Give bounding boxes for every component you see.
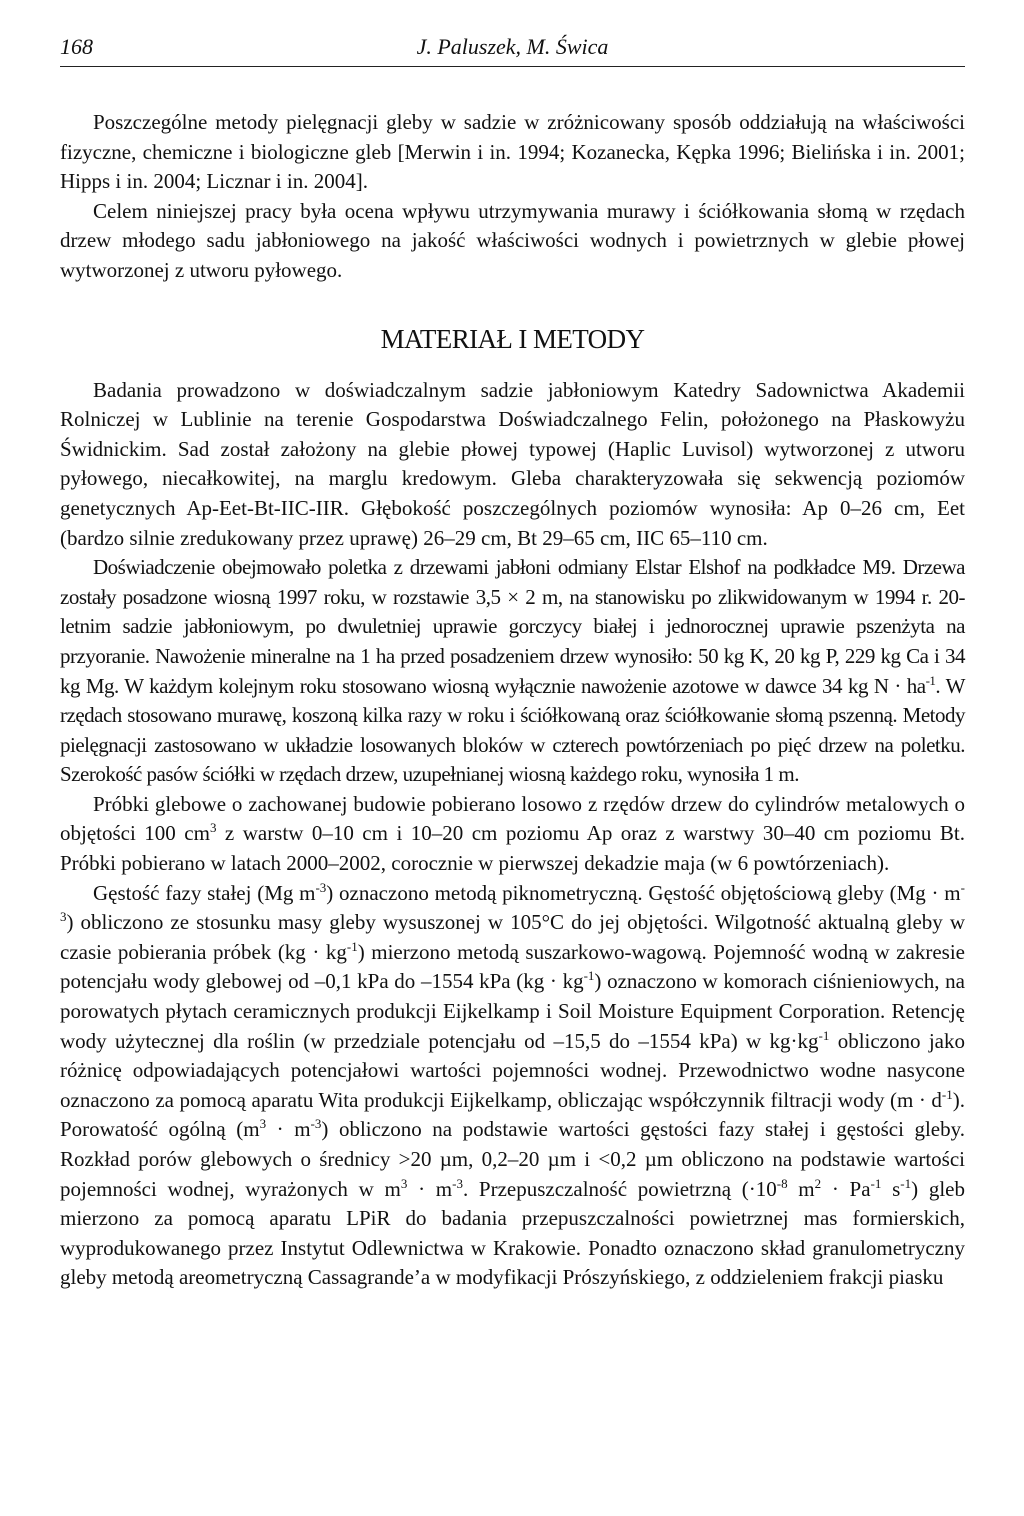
text-run: · Pa [821, 1176, 871, 1201]
section-heading: MATERIAŁ I METODY [380, 323, 645, 354]
superscript: -3 [310, 1116, 322, 1132]
page-header [60, 30, 965, 67]
sampling-paragraph [60, 790, 965, 879]
text-run: ) obliczono ze stosunku masy gleby wysuszonej w 105°C do jej objętości. Wilgotność aktualną gleby w czasie pobierania próbek (kg · kg [60, 910, 965, 964]
intro-paragraph: Poszczególne metody pielęgnacji gleby w sadzie w zróżnicowany sposób oddziałują na właściwości fizyczne, chemiczne i biologiczne gleb [Merwin i in. 1994; Kozanecka, Kępka 1996; Bielińska i in. 2001; Hipps i in. 2004; Licznar i in. 2004]. [60, 110, 965, 194]
superscript: -1 [941, 1086, 953, 1102]
superscript: -1 [818, 1027, 830, 1043]
text-run: ) mierzono metodą suszarkowo-wagową. Pojemność wodną w zakresie potencjału wody glebowej od –0,1 kPa do –1554 kPa (kg · kg [60, 939, 965, 994]
text-run: Gęstość fazy stałej (Mg m [93, 880, 316, 905]
text-run: . Przepuszczalność powietrzną (·10 [462, 1176, 777, 1201]
page-number: 168 [60, 34, 93, 59]
superscript: -1 [583, 968, 595, 984]
superscript: 3 [209, 820, 217, 836]
text-run: · m [407, 1176, 453, 1201]
text-run: ) oznaczono metodą piknometryczną. Gęstość objętościową gleby (Mg · m [326, 880, 961, 905]
superscript: -1 [900, 1175, 912, 1191]
experiment-paragraph [60, 553, 965, 790]
text-run: obliczono jako różnicę odpowiadających potencjałowi wartości pojemności wodnej. Przewodnictwo wodne nasycone oznaczono za pomocą aparatu Wita produkcji Eijkelkamp, obliczając współczynnik filtracji wody (m · d [60, 1028, 965, 1112]
article-body [60, 108, 965, 1293]
superscript: 3 [400, 1175, 408, 1191]
superscript: -3 [315, 879, 327, 895]
methods-paragraph [60, 879, 965, 1293]
superscript: -1 [346, 938, 358, 954]
text-run: Próbki glebowe o zachowanej budowie pobierano losowo z rzędów drzew do cylindrów metalowych o objętości 100 cm [60, 791, 965, 846]
text-run: ) obliczono na podstawie wartości gęstości fazy stałej i gęstości gleby. Rozkład porów glebowych o średnicy >20 µm, 0,2–20 µm i <0,2 µm obliczono na podstawie wartości pojemności wodnej, wyrażonych w m [60, 1117, 966, 1201]
superscript: -1 [925, 672, 936, 688]
running-head: J. Paluszek, M. Świca [416, 34, 609, 59]
text-run: Doświadczenie obejmowało poletka z drzewami jabłoni odmiany Elstar Elshof na podkładce M9. Drzewa zostały posadzone wiosną 1997 roku, w rozstawie 3,5 × 2 m, na stanowisku po zlikwidowanym w 1994 r. 20-letnim sadzie jabłoniowym, po dwuletniej uprawie gorczycy białej i jednorocznej uprawie pszenżyta na przyoranie. Nawożenie mineralne na 1 ha przed posadzeniem drzew wynosiło: 50 kg K, 20 kg P, 229 kg Ca i 34 kg Mg. W każdym kolejnym roku stosowano wiosną wyłącznie nawożenie azotowe w dawce 34 kg N · ha [60, 555, 965, 698]
superscript: -8 [776, 1175, 788, 1191]
text-run: ). Porowatość ogólną (m [60, 1087, 965, 1142]
text-run: · m [266, 1117, 311, 1142]
superscript: 2 [814, 1175, 822, 1191]
aim-paragraph: Celem niniejszej pracy była ocena wpływu utrzymywania murawy i ściółkowania słomą w rzędach drzew młodego sadu jabłoniowego na jakość właściwości wodnych i powietrznych w glebie płowej wytworzonej z utworu pyłowego. [60, 198, 965, 282]
site-paragraph: Badania prowadzono w doświadczalnym sadzie jabłoniowym Katedry Sadownictwa Akademii Rolniczej w Lublinie na terenie Gospodarstwa Doświadczalnego Felin, położonego na Płaskowyżu Świdnickim. Sad został założony na glebie płowej typowej (Haplic Luvisol) wytworzonej z utworu pyłowego, niecałkowitej, na marglu kredowym. Gleba charakteryzowała się sekwencją poziomów genetycznych Ap-Eet-Bt-IIC-IIR. Głębokość poszczególnych poziomów wynosiła: Ap 0–26 cm, Eet (bardzo silnie zredukowany przez uprawę) 26–29 cm, Bt 29–65 cm, IIC 65–110 cm. [60, 377, 965, 550]
text-run: s [881, 1176, 901, 1201]
text-run: . W rzędach stosowano murawę, koszoną kilka razy w roku i ściółkowaną oraz ściółkowanie słomą pszenną. Metody pielęgnacji zastosowano w układzie losowanych bloków w czterech powtórzeniach po pięć drzew na poletku. Szerokość pasów ściółki w rzędach drzew, uzupełnianej wiosną każdego roku, wynosiła 1 m. [60, 673, 965, 787]
superscript: -3 [452, 1175, 463, 1191]
superscript: 3 [259, 1116, 267, 1132]
text-run: m [787, 1176, 815, 1201]
text-run: ) oznaczono w komorach ciśnieniowych, na porowatych płytach ceramicznych produkcji Eijkelkamp i Soil Moisture Equipment Corporation. Retencję wody użytecznej dla roślin (w przedziale potencjału od –15,5 do –1554 kPa) w kg·kg [60, 969, 965, 1053]
text-run: z warstw 0–10 cm i 10–20 cm poziomu Ap oraz z warstwy 30–40 cm poziomu Bt. Próbki pobierano w latach 2000–2002, corocznie w pierwszej dekadzie maja (w 6 powtórzeniach). [60, 821, 965, 876]
superscript: -3 [60, 879, 965, 925]
text-run: ) gleb mierzono za pomocą aparatu LPiR do badania przepuszczalności powietrznej mas formierskich, wyprodukowanego przez Instytut Odlewnictwa w Krakowie. Ponadto oznaczono skład granulometryczny gleby metodą areometryczną Cassagrande’a w modyfikacji Prószyńskiego, z oddzieleniem frakcji piasku [60, 1176, 965, 1290]
superscript: -1 [870, 1175, 882, 1191]
